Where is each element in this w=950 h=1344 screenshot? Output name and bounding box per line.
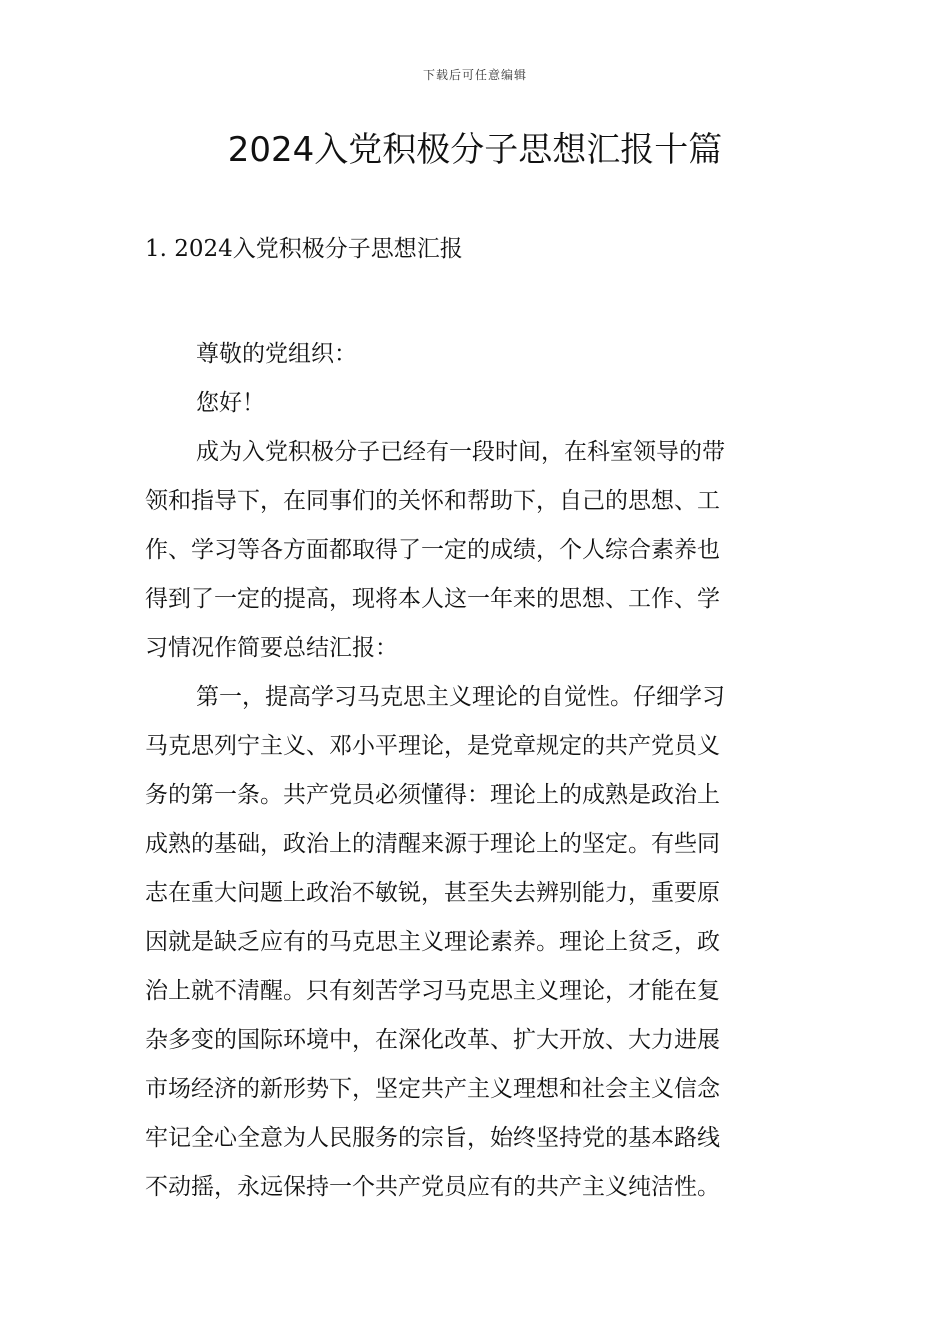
letter-body — [145, 330, 805, 1212]
paragraph-line: 成熟的基础，政治上的清醒来源于理论上的坚定。有些同 — [145, 831, 720, 857]
paragraph-line: 作、学习等各方面都取得了一定的成绩，个人综合素养也 — [145, 537, 720, 563]
salutation: 尊敬的党组织： — [196, 341, 357, 367]
paragraph-line: 治上就不清醒。只有刻苦学习马克思主义理论，才能在复 — [145, 978, 720, 1004]
paragraph-line: 市场经济的新形势下，坚定共产主义理想和社会主义信念 — [145, 1076, 720, 1102]
paragraph-line: 牢记全心全意为人民服务的宗旨，始终坚持党的基本路线 — [145, 1125, 720, 1151]
paragraph-line: 马克思列宁主义、邓小平理论，是党章规定的共产党员义 — [145, 733, 720, 759]
paragraph-line: 得到了一定的提高，现将本人这一年来的思想、工作、学 — [145, 586, 720, 612]
paragraph-line: 务的第一条。共产党员必须懂得：理论上的成熟是政治上 — [145, 782, 720, 808]
document-title: 2024入党积极分子思想汇报十篇 — [227, 130, 723, 170]
paragraph-line: 杂多变的国际环境中，在深化改革、扩大开放、大力进展 — [145, 1027, 720, 1053]
greeting: 您好！ — [196, 390, 265, 416]
paragraph-line: 领和指导下，在同事们的关怀和帮助下，自己的思想、工 — [145, 488, 720, 514]
paragraph-line: 成为入党积极分子已经有一段时间，在科室领导的带 — [196, 439, 725, 465]
header-note: 下载后可任意编辑 — [422, 68, 527, 82]
section-heading: 1. 2024入党积极分子思想汇报 — [145, 236, 463, 262]
paragraph-line: 习情况作简要总结汇报： — [145, 635, 398, 661]
paragraph-line: 不动摇，永远保持一个共产党员应有的共产主义纯洁性。 — [145, 1174, 720, 1200]
paragraph-line: 因就是缺乏应有的马克思主义理论素养。理论上贫乏，政 — [145, 929, 720, 955]
paragraph-line: 第一，提高学习马克思主义理论的自觉性。仔细学习 — [196, 684, 725, 710]
paragraph-line: 志在重大问题上政治不敏锐，甚至失去辨别能力，重要原 — [145, 880, 720, 906]
